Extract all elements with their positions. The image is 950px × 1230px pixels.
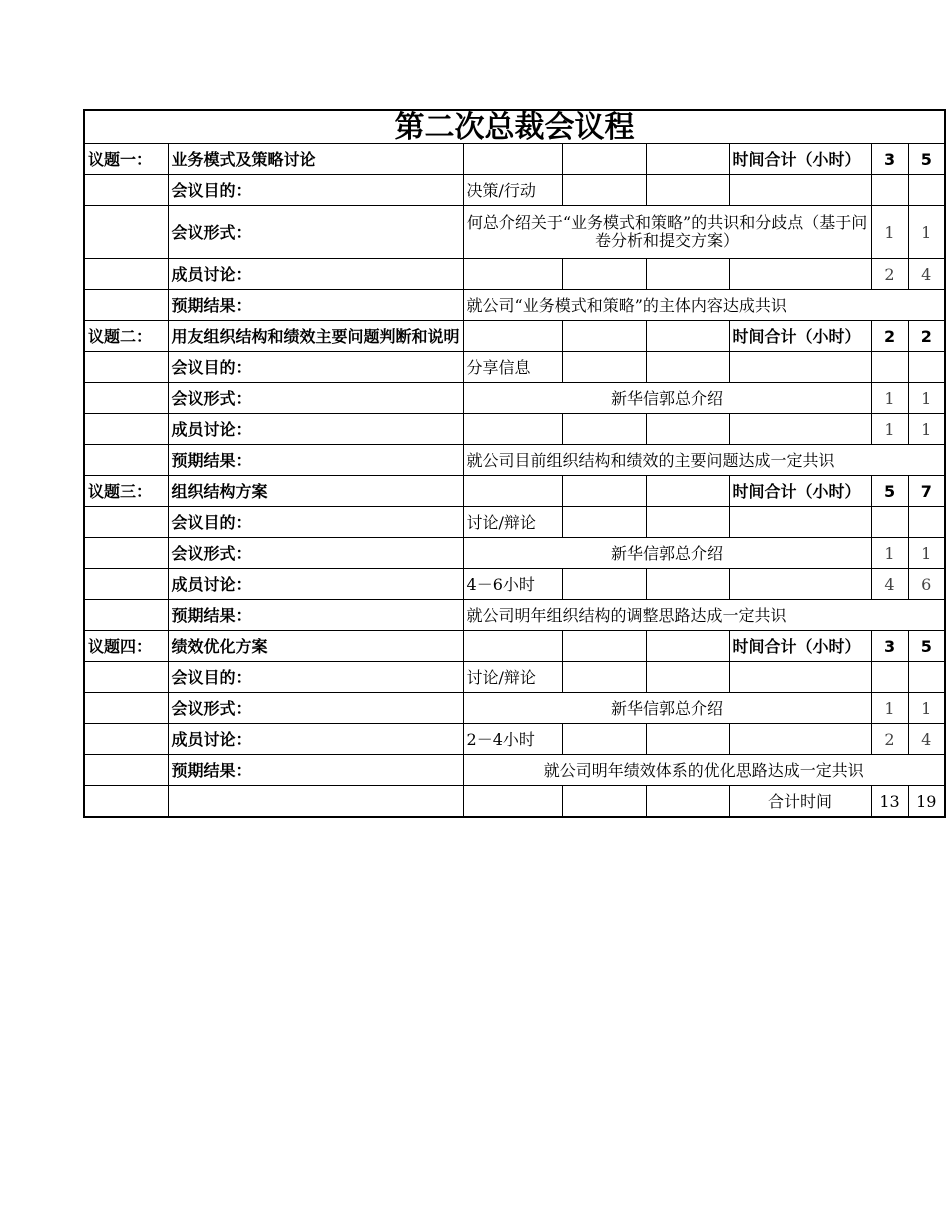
topic-1-expected-label: 预期结果： (168, 290, 463, 321)
topic-4-discussion-label: 成员讨论： (168, 724, 463, 755)
topic-2-purpose-row (84, 352, 945, 383)
topic-4-format-min: 1 (871, 693, 908, 724)
topic-3-format-max: 1 (908, 538, 945, 569)
grand-total-min: 13 (871, 786, 908, 818)
page-title: 第二次总裁会议程 (84, 110, 945, 144)
topic-1-purpose-row (84, 175, 945, 206)
topic-3-number: 议题三： (84, 476, 168, 507)
topic-4-discussion-min: 2 (871, 724, 908, 755)
topic-3-discussion-label: 成员讨论： (168, 569, 463, 600)
topic-2-discussion (463, 414, 562, 445)
topic-2-time-total-label: 时间合计（小时） (729, 321, 871, 352)
topic-4-expected-label: 预期结果： (168, 755, 463, 786)
topic-1-expected-row (84, 290, 945, 321)
topic-1-format-label: 会议形式： (168, 206, 463, 259)
topic-2-discussion-row (84, 414, 945, 445)
topic-2-format-row (84, 383, 945, 414)
topic-4-expected-row (84, 755, 945, 786)
topic-4-name: 绩效优化方案 (168, 631, 463, 662)
grand-total-label: 合计时间 (729, 786, 871, 818)
topic-4-format-row (84, 693, 945, 724)
agenda-table (83, 109, 946, 818)
topic-1-number: 议题一： (84, 144, 168, 175)
topic-4-format: 新华信郭总介绍 (463, 693, 871, 724)
topic-1-total-min: 3 (871, 144, 908, 175)
topic-1-total-max: 5 (908, 144, 945, 175)
topic-4-format-max: 1 (908, 693, 945, 724)
topic-3-discussion: 4－6小时 (463, 569, 562, 600)
topic-2-format-min: 1 (871, 383, 908, 414)
topic-2-header-row (84, 321, 945, 352)
topic-1-header-row (84, 144, 945, 175)
grand-total-max: 19 (908, 786, 945, 818)
topic-2-format: 新华信郭总介绍 (463, 383, 871, 414)
topic-3-purpose: 讨论/辩论 (463, 507, 562, 538)
topic-3-format: 新华信郭总介绍 (463, 538, 871, 569)
topic-2-expected-row (84, 445, 945, 476)
topic-2-format-label: 会议形式： (168, 383, 463, 414)
topic-2-discussion-label: 成员讨论： (168, 414, 463, 445)
topic-3-expected-label: 预期结果： (168, 600, 463, 631)
topic-2-discussion-min: 1 (871, 414, 908, 445)
topic-2-format-max: 1 (908, 383, 945, 414)
topic-1-format: 何总介绍关于“业务模式和策略”的共识和分歧点（基于问卷分析和提交方案） (463, 206, 871, 259)
topic-4-discussion-row (84, 724, 945, 755)
topic-3-header-row (84, 476, 945, 507)
topic-4-header-row (84, 631, 945, 662)
topic-4-total-min: 3 (871, 631, 908, 662)
topic-1-name: 业务模式及策略讨论 (168, 144, 463, 175)
topic-2-number: 议题二： (84, 321, 168, 352)
topic-1-expected: 就公司“业务模式和策略”的主体内容达成共识 (463, 290, 945, 321)
topic-3-name: 组织结构方案 (168, 476, 463, 507)
topic-2-total-max: 2 (908, 321, 945, 352)
topic-1-discussion-row (84, 259, 945, 290)
topic-3-expected: 就公司明年组织结构的调整思路达成一定共识 (463, 600, 945, 631)
topic-3-discussion-row (84, 569, 945, 600)
topic-2-name: 用友组织结构和绩效主要问题判断和说明 (168, 321, 463, 352)
topic-1-purpose-label: 会议目的： (168, 175, 463, 206)
grand-total-row (84, 786, 945, 818)
topic-1-discussion (463, 259, 562, 290)
topic-3-purpose-row (84, 507, 945, 538)
topic-1-discussion-min: 2 (871, 259, 908, 290)
topic-3-expected-row (84, 600, 945, 631)
topic-3-format-min: 1 (871, 538, 908, 569)
topic-4-expected: 就公司明年绩效体系的优化思路达成一定共识 (463, 755, 945, 786)
topic-3-total-min: 5 (871, 476, 908, 507)
topic-1-format-row (84, 206, 945, 259)
topic-4-total-max: 5 (908, 631, 945, 662)
topic-4-format-label: 会议形式： (168, 693, 463, 724)
topic-1-format-max: 1 (908, 206, 945, 259)
topic-2-expected: 就公司目前组织结构和绩效的主要问题达成一定共识 (463, 445, 945, 476)
topic-3-discussion-max: 6 (908, 569, 945, 600)
topic-2-purpose-label: 会议目的： (168, 352, 463, 383)
topic-2-discussion-max: 1 (908, 414, 945, 445)
topic-3-discussion-min: 4 (871, 569, 908, 600)
topic-1-format-min: 1 (871, 206, 908, 259)
topic-4-purpose-row (84, 662, 945, 693)
topic-2-expected-label: 预期结果： (168, 445, 463, 476)
topic-4-discussion-max: 4 (908, 724, 945, 755)
topic-3-time-total-label: 时间合计（小时） (729, 476, 871, 507)
topic-4-time-total-label: 时间合计（小时） (729, 631, 871, 662)
title-row (84, 110, 945, 144)
topic-1-purpose: 决策/行动 (463, 175, 562, 206)
topic-3-format-label: 会议形式： (168, 538, 463, 569)
topic-1-discussion-label: 成员讨论： (168, 259, 463, 290)
topic-2-purpose: 分享信息 (463, 352, 562, 383)
topic-3-purpose-label: 会议目的： (168, 507, 463, 538)
topic-3-format-row (84, 538, 945, 569)
topic-1-discussion-max: 4 (908, 259, 945, 290)
topic-4-discussion: 2－4小时 (463, 724, 562, 755)
topic-4-number: 议题四： (84, 631, 168, 662)
topic-4-purpose-label: 会议目的： (168, 662, 463, 693)
topic-1-time-total-label: 时间合计（小时） (729, 144, 871, 175)
topic-2-total-min: 2 (871, 321, 908, 352)
topic-4-purpose: 讨论/辩论 (463, 662, 562, 693)
topic-3-total-max: 7 (908, 476, 945, 507)
